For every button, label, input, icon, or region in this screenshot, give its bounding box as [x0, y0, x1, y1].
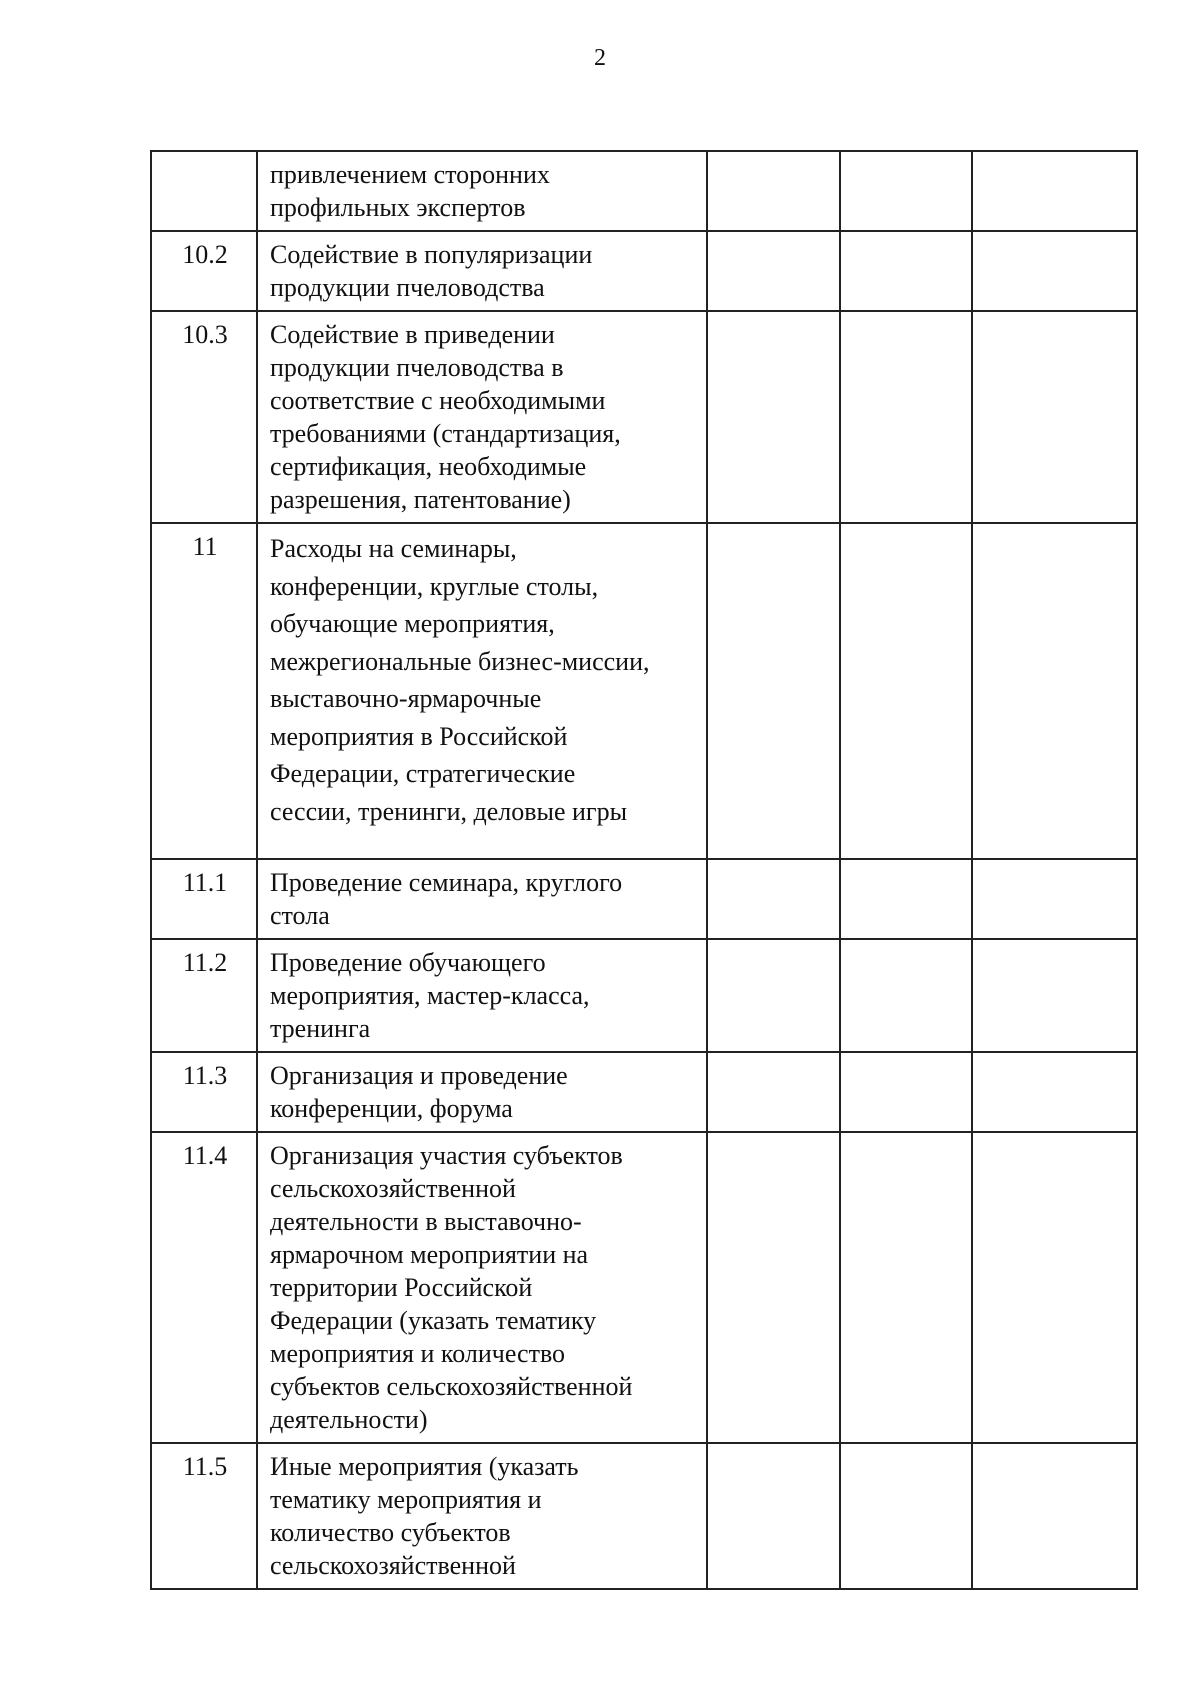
- empty-cell: [707, 1052, 840, 1132]
- budget-items-table: [150, 150, 1138, 1590]
- table-row: [151, 1132, 1137, 1443]
- table-row: [151, 311, 1137, 523]
- empty-cell: [840, 231, 972, 311]
- table-row: [151, 1443, 1137, 1589]
- empty-cell: [972, 1443, 1137, 1589]
- table-row: [151, 523, 1137, 859]
- table-row: [151, 151, 1137, 231]
- row-description-cell: Иные мероприятия (указать тематику мероприятия и количество субъектов сельскохозяйственной: [257, 1443, 707, 1589]
- table-row: [151, 231, 1137, 311]
- row-description-cell: Проведение обучающего мероприятия, мастер-класса, тренинга: [257, 939, 707, 1052]
- empty-cell: [840, 311, 972, 523]
- empty-cell: [972, 523, 1137, 859]
- empty-cell: [840, 859, 972, 939]
- row-number-cell: 11.3: [151, 1052, 257, 1132]
- row-number-cell: [151, 151, 257, 231]
- empty-cell: [840, 151, 972, 231]
- empty-cell: [972, 151, 1137, 231]
- row-number-cell: 11.1: [151, 859, 257, 939]
- empty-cell: [972, 311, 1137, 523]
- row-number-cell: 11.4: [151, 1132, 257, 1443]
- empty-cell: [707, 151, 840, 231]
- row-number-cell: 11.5: [151, 1443, 257, 1589]
- table-row: [151, 939, 1137, 1052]
- empty-cell: [972, 859, 1137, 939]
- empty-cell: [972, 939, 1137, 1052]
- row-description-cell: Содействие в популяризации продукции пчеловодства: [257, 231, 707, 311]
- empty-cell: [707, 311, 840, 523]
- empty-cell: [707, 859, 840, 939]
- table-row: [151, 1052, 1137, 1132]
- row-description-cell: Организация и проведение конференции, форума: [257, 1052, 707, 1132]
- row-description-cell: Расходы на семинары, конференции, круглые столы, обучающие мероприятия, межрегиональные бизнес-миссии, выставочно-ярмарочные мероприятия в Российской Федерации, стратегические сессии, тренинги, деловые игры: [257, 523, 707, 859]
- empty-cell: [840, 1443, 972, 1589]
- empty-cell: [707, 1443, 840, 1589]
- row-number-cell: 11.2: [151, 939, 257, 1052]
- empty-cell: [840, 1132, 972, 1443]
- row-description-cell: Организация участия субъектов сельскохозяйственной деятельности в выставочно- ярмарочном мероприятии на территории Российской Федерации (указать тематику мероприятия и количество субъектов сельскохозяйственной деятельности): [257, 1132, 707, 1443]
- empty-cell: [972, 1052, 1137, 1132]
- empty-cell: [707, 523, 840, 859]
- row-number-cell: 11: [151, 523, 257, 859]
- row-description-cell: привлечением сторонних профильных экспертов: [257, 151, 707, 231]
- empty-cell: [707, 231, 840, 311]
- page-number: 2: [594, 45, 606, 71]
- empty-cell: [840, 1052, 972, 1132]
- row-description-cell: Проведение семинара, круглого стола: [257, 859, 707, 939]
- empty-cell: [972, 1132, 1137, 1443]
- table-row: [151, 859, 1137, 939]
- empty-cell: [840, 939, 972, 1052]
- row-description-cell: Содействие в приведении продукции пчеловодства в соответствие с необходимыми требованиями (стандартизация, сертификация, необходимые разрешения, патентование): [257, 311, 707, 523]
- empty-cell: [707, 939, 840, 1052]
- row-number-cell: 10.2: [151, 231, 257, 311]
- empty-cell: [707, 1132, 840, 1443]
- row-number-cell: 10.3: [151, 311, 257, 523]
- empty-cell: [840, 523, 972, 859]
- empty-cell: [972, 231, 1137, 311]
